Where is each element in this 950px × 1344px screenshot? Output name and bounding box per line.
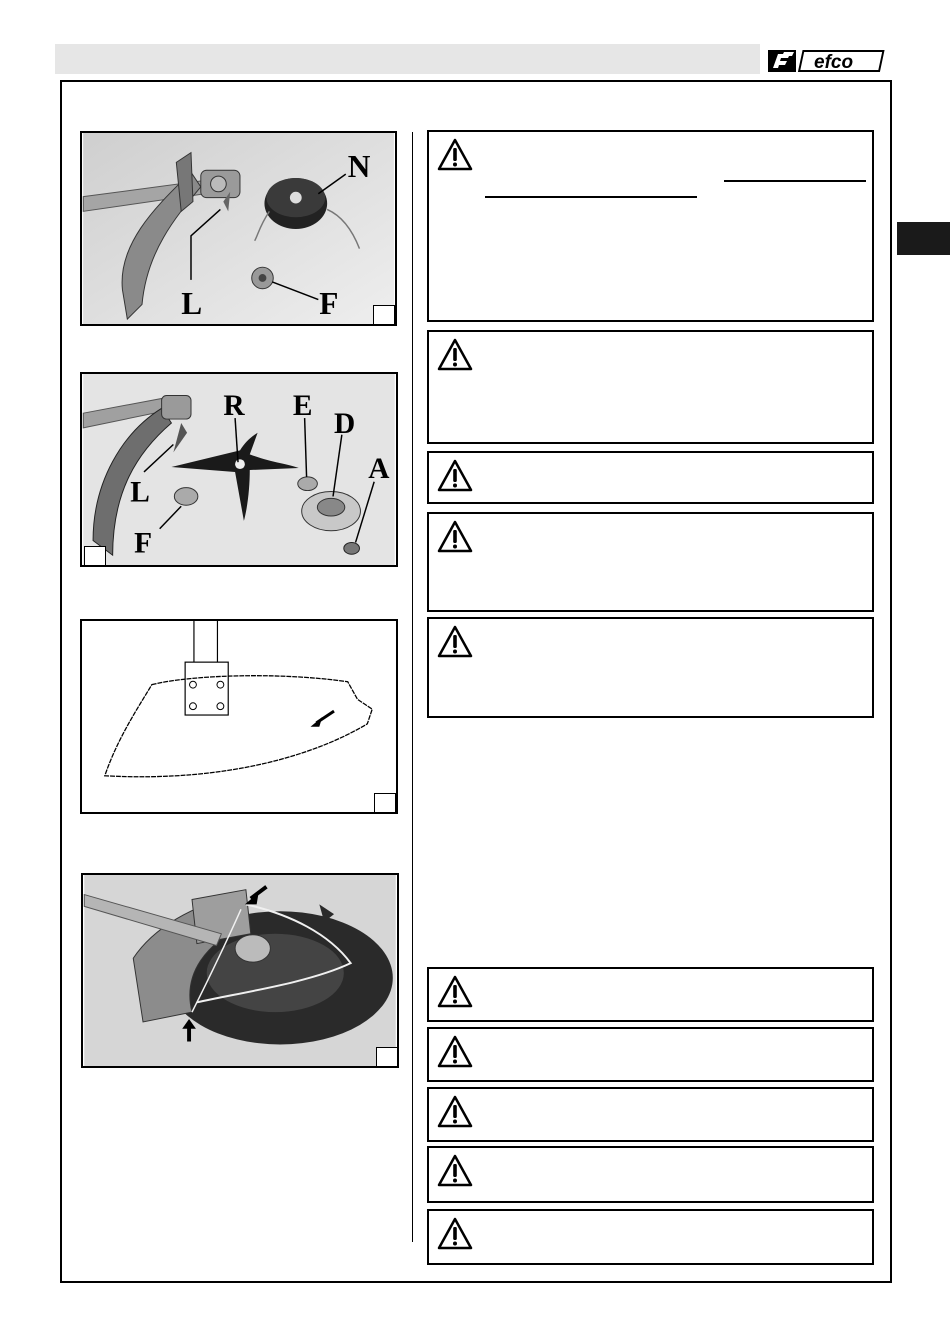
- warning-triangle-icon: [437, 520, 473, 554]
- label-L: L: [130, 476, 150, 509]
- underline-rule: [485, 196, 697, 198]
- label-E: E: [292, 390, 313, 423]
- warning-triangle-icon: [437, 459, 473, 493]
- underline-rule: [724, 180, 866, 182]
- label-L: L: [181, 286, 203, 322]
- warning-triangle-icon: [437, 1035, 473, 1069]
- warning-triangle-icon: [437, 338, 473, 372]
- warning-triangle-icon: [437, 1154, 473, 1188]
- figure-number-box: [376, 1047, 398, 1067]
- warning-triangle-icon: [437, 625, 473, 659]
- warning-box: [427, 617, 874, 718]
- warning-box: [427, 451, 874, 504]
- label-R: R: [223, 390, 245, 423]
- logo-text: efco: [814, 52, 854, 73]
- figure-number-box: [374, 793, 396, 813]
- header-bar: [55, 44, 760, 74]
- label-D: D: [334, 407, 356, 440]
- warning-triangle-icon: [437, 1095, 473, 1129]
- warning-triangle-icon: [437, 138, 473, 172]
- efco-logo: [766, 48, 888, 74]
- figure-guard-installed: [81, 873, 399, 1068]
- label-A: A: [368, 452, 390, 485]
- section-tab: [897, 222, 950, 255]
- figure-trimmer-head: [80, 131, 397, 326]
- warning-box: [427, 130, 874, 322]
- figure-blade-assembly: [80, 372, 398, 567]
- label-F: F: [134, 527, 153, 560]
- warning-triangle-icon: [437, 975, 473, 1009]
- figure-guard-outline: [80, 619, 398, 814]
- warning-box: [427, 1027, 874, 1082]
- label-F: F: [319, 286, 339, 322]
- warning-box: [427, 330, 874, 444]
- warning-box: [427, 967, 874, 1022]
- warning-box: [427, 512, 874, 612]
- warning-triangle-icon: [437, 1217, 473, 1251]
- warning-box: [427, 1087, 874, 1142]
- figure-number-box: [84, 546, 106, 566]
- warning-box: [427, 1209, 874, 1265]
- warning-box: [427, 1146, 874, 1203]
- label-N: N: [347, 149, 371, 185]
- column-divider: [412, 132, 413, 1242]
- figure-number-box: [373, 305, 395, 325]
